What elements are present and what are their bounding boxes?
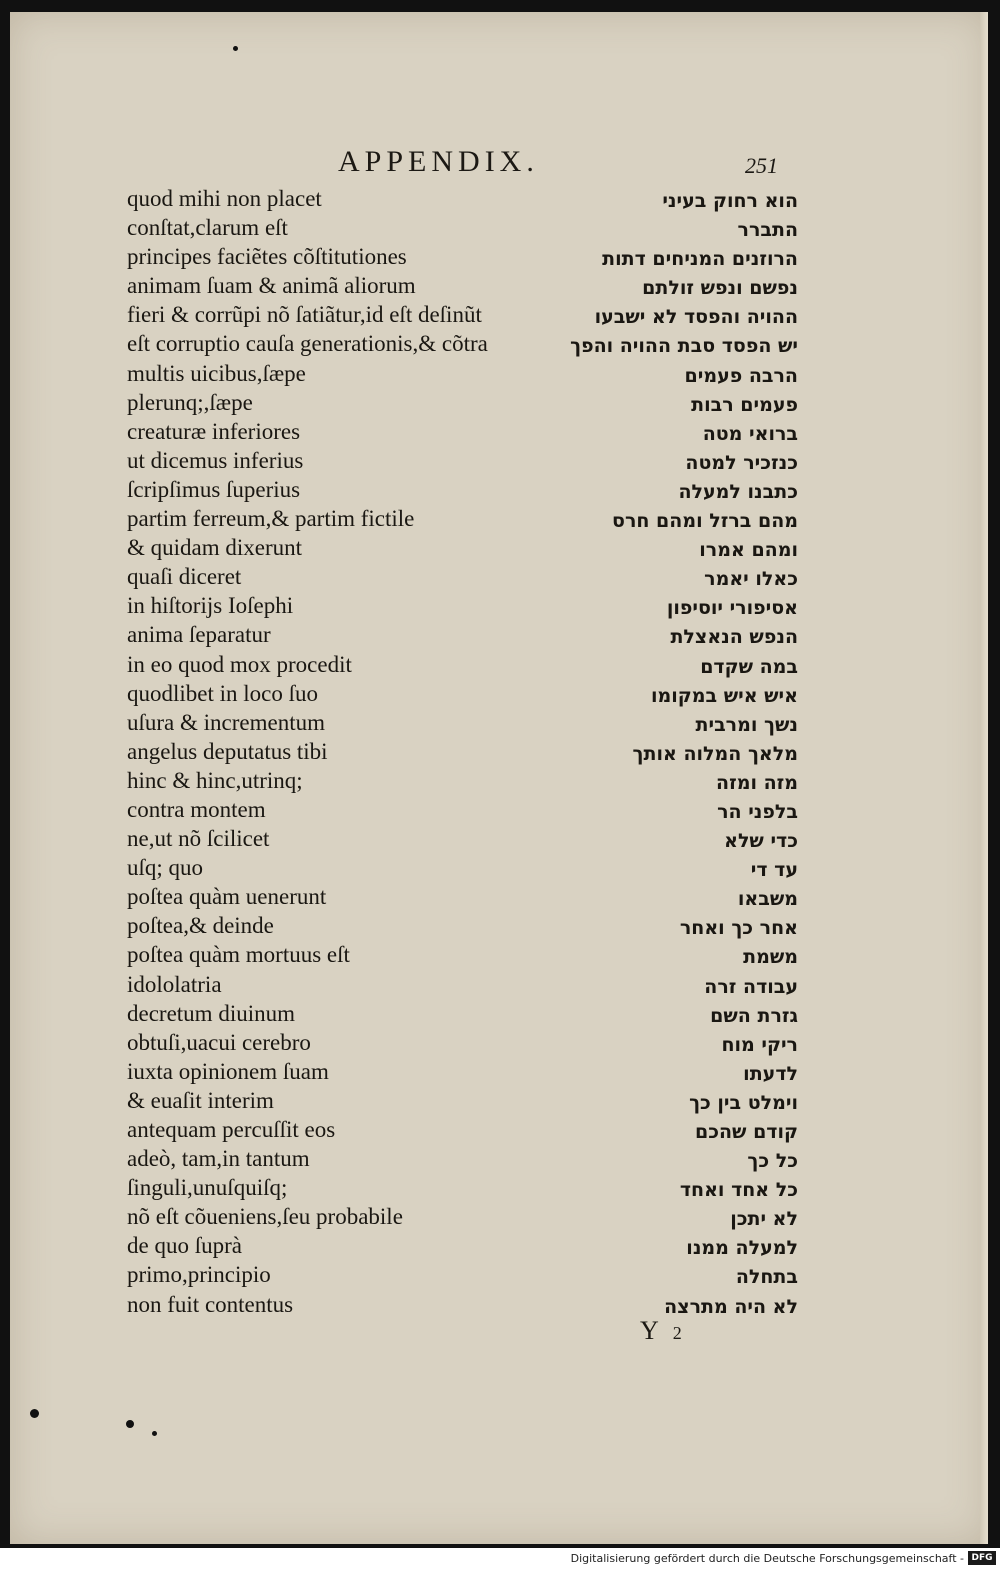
latin-phrase: quodlibet in loco ſuo [127,680,319,706]
hebrew-phrase: במה שקדם [700,655,798,678]
latin-phrase: obtuſi,uacui cerebro [127,1029,311,1055]
glossary-row [10,620,988,649]
ink-dot [152,1431,157,1436]
hebrew-phrase: משבאו [737,888,798,911]
latin-phrase: de quo ſuprà [127,1233,242,1259]
latin-phrase: contra montem [127,796,266,822]
hebrew-phrase: יש הפסד סבת ההויה והפך [570,335,798,358]
latin-phrase: & euaſit interim [127,1087,274,1113]
latin-phrase: ſinguli,unuſquiſq; [127,1175,288,1201]
latin-phrase: in hiſtorijs Ioſephi [127,593,294,619]
hebrew-phrase: וימלט בין כך [689,1091,798,1114]
latin-phrase: plerunq;,ſæpe [127,389,253,415]
glossary-row [10,1144,988,1173]
latin-phrase: primo,principio [127,1262,271,1288]
glossary-row [10,329,988,358]
signature-number: 2 [672,1323,682,1343]
hebrew-phrase: קודם שהכם [695,1121,798,1143]
glossary-row [10,359,988,388]
glossary-row [10,1086,988,1115]
dfg-logo: DFG [968,1551,996,1565]
glossary-row [10,242,988,271]
hebrew-phrase: איש איש במקומו [650,684,798,707]
glossary-row [10,999,988,1028]
hebrew-phrase: ברואי מטה [702,422,798,445]
latin-phrase: uſura & incrementum [127,709,325,735]
ink-dot [30,1409,39,1418]
ink-dot [126,1420,134,1428]
hebrew-phrase: מהם ברזל ומהם חרס [612,510,798,533]
latin-phrase: multis uicibus,ſæpe [127,360,306,386]
latin-phrase: uſq; quo [127,855,204,881]
glossary-row [10,853,988,882]
latin-phrase: adeò, tam,in tantum [127,1146,310,1172]
latin-phrase: ut dicemus inferius [127,447,304,473]
glossary-row [10,271,988,300]
latin-phrase: poſtea quàm uenerunt [127,884,327,910]
glossary-row [10,679,988,708]
glossary-row [10,824,988,853]
glossary-row [10,911,988,940]
hebrew-phrase: עבודה זרה [704,975,798,998]
glossary-row [10,1028,988,1057]
latin-phrase: animam ſuam & animã aliorum [127,273,416,299]
hebrew-phrase: לדעתו [743,1062,798,1085]
glossary-row [10,300,988,329]
glossary-row [10,184,988,213]
glossary-row [10,795,988,824]
glossary-row [10,940,988,969]
latin-phrase: partim ferreum,& partim fictile [127,506,415,532]
glossary-row [10,591,988,620]
glossary-row [10,1057,988,1086]
glossary-row [10,504,988,533]
latin-phrase: nõ eſt cõueniens,ſeu probabile [127,1204,403,1230]
hebrew-phrase: כאלו יאמר [704,568,798,591]
hebrew-phrase: בתחלה [735,1266,798,1289]
glossary-list [10,184,988,1319]
glossary-row [10,562,988,591]
glossary-row [10,475,988,504]
glossary-row [10,650,988,679]
latin-phrase: poſtea,& deinde [127,913,274,939]
glossary-row [10,213,988,242]
hebrew-phrase: מלאך המלוה אותך [632,742,798,765]
hebrew-phrase: עד די [750,859,798,882]
hebrew-phrase: ומהם אמרו [699,539,798,562]
hebrew-phrase: נפשם ונפש זולתם [642,277,798,300]
hebrew-phrase: הנפש הנאצלת [670,626,798,649]
hebrew-phrase: בלפני הר [717,800,798,823]
latin-phrase: angelus deputatus tibi [127,738,328,764]
latin-phrase: antequam percuſſit eos [127,1117,336,1142]
hebrew-phrase: הוא רחוק בעיני [662,190,798,212]
latin-phrase: ſcripſimus ſuperius [127,476,301,502]
latin-phrase: creaturæ inferiores [127,418,301,444]
hebrew-phrase: אחר כך ואחר [679,917,798,940]
latin-phrase: eſt corruptio cauſa generationis,& cõtra [127,331,488,357]
glossary-row [10,1260,988,1289]
glossary-row [10,970,988,999]
signature-letter: Y [640,1316,659,1345]
hebrew-phrase: לא יתכן [730,1208,798,1231]
hebrew-phrase: נשך ומרבית [695,713,798,736]
hebrew-phrase: ההויה והפסד לא ישבעו [594,306,798,329]
page-number: 251 [745,153,778,178]
signature-mark [640,1316,682,1346]
page-header [10,145,988,185]
glossary-row [10,1115,988,1144]
glossary-row [10,1173,988,1202]
ink-dot [233,46,238,51]
book-page [10,12,988,1544]
hebrew-phrase: כנזכיר למטה [685,451,798,474]
glossary-row [10,1202,988,1231]
hebrew-phrase: גזרת השם [710,1004,798,1027]
glossary-row [10,533,988,562]
glossary-row [10,1290,988,1319]
latin-phrase: principes faciẽtes cõſtitutiones [127,244,407,270]
hebrew-phrase: משמת [743,946,798,969]
glossary-row [10,417,988,446]
latin-phrase: in eo quod mox procedit [127,651,352,677]
hebrew-phrase: כל כך [747,1150,798,1173]
latin-phrase: fieri & corrũpi nõ ſatiãtur,id eſt deſinũt [127,302,482,328]
hebrew-phrase: כדי שלא [724,830,798,853]
latin-phrase: quaſi diceret [127,564,242,590]
latin-phrase: anima ſeparatur [127,622,271,648]
glossary-row [10,708,988,737]
hebrew-phrase: כתבנו למעלה [678,480,798,503]
digitization-credit: Digitalisierung gefördert durch die Deutsche Forschungsgemeinschaft - [570,1552,964,1565]
latin-phrase: & quidam dixerunt [127,535,303,561]
hebrew-phrase: למעלה ממנו [686,1237,798,1260]
hebrew-phrase: לא היה מתרצה [664,1295,798,1318]
running-title: APPENDIX. [338,145,539,178]
latin-phrase: conſtat,clarum eſt [127,215,288,241]
latin-phrase: quod mihi non placet [127,186,322,211]
hebrew-phrase: מזה ומזה [716,771,798,794]
glossary-row [10,388,988,417]
hebrew-phrase: כל אחד ואחד [679,1179,798,1202]
hebrew-phrase: ריקי מוח [721,1033,798,1056]
latin-phrase: ne,ut nõ ſcilicet [127,826,270,852]
latin-phrase: poſtea quàm mortuus eſt [127,942,350,968]
latin-phrase: iuxta opinionem ſuam [127,1058,329,1084]
glossary-row [10,446,988,475]
latin-phrase: idololatria [127,971,222,997]
latin-phrase: non fuit contentus [127,1291,294,1317]
hebrew-phrase: התברר [737,219,798,242]
glossary-row [10,737,988,766]
glossary-row [10,882,988,911]
hebrew-phrase: הרבה פעמים [684,364,798,387]
glossary-row [10,1231,988,1260]
latin-phrase: hinc & hinc,utrinq; [127,767,303,793]
latin-phrase: decretum diuinum [127,1000,295,1026]
hebrew-phrase: הרוזנים המניחים דתות [602,248,798,271]
glossary-row [10,766,988,795]
hebrew-phrase: אסיפורי יוסיפון [666,597,798,620]
hebrew-phrase: פעמים רבות [691,393,798,416]
